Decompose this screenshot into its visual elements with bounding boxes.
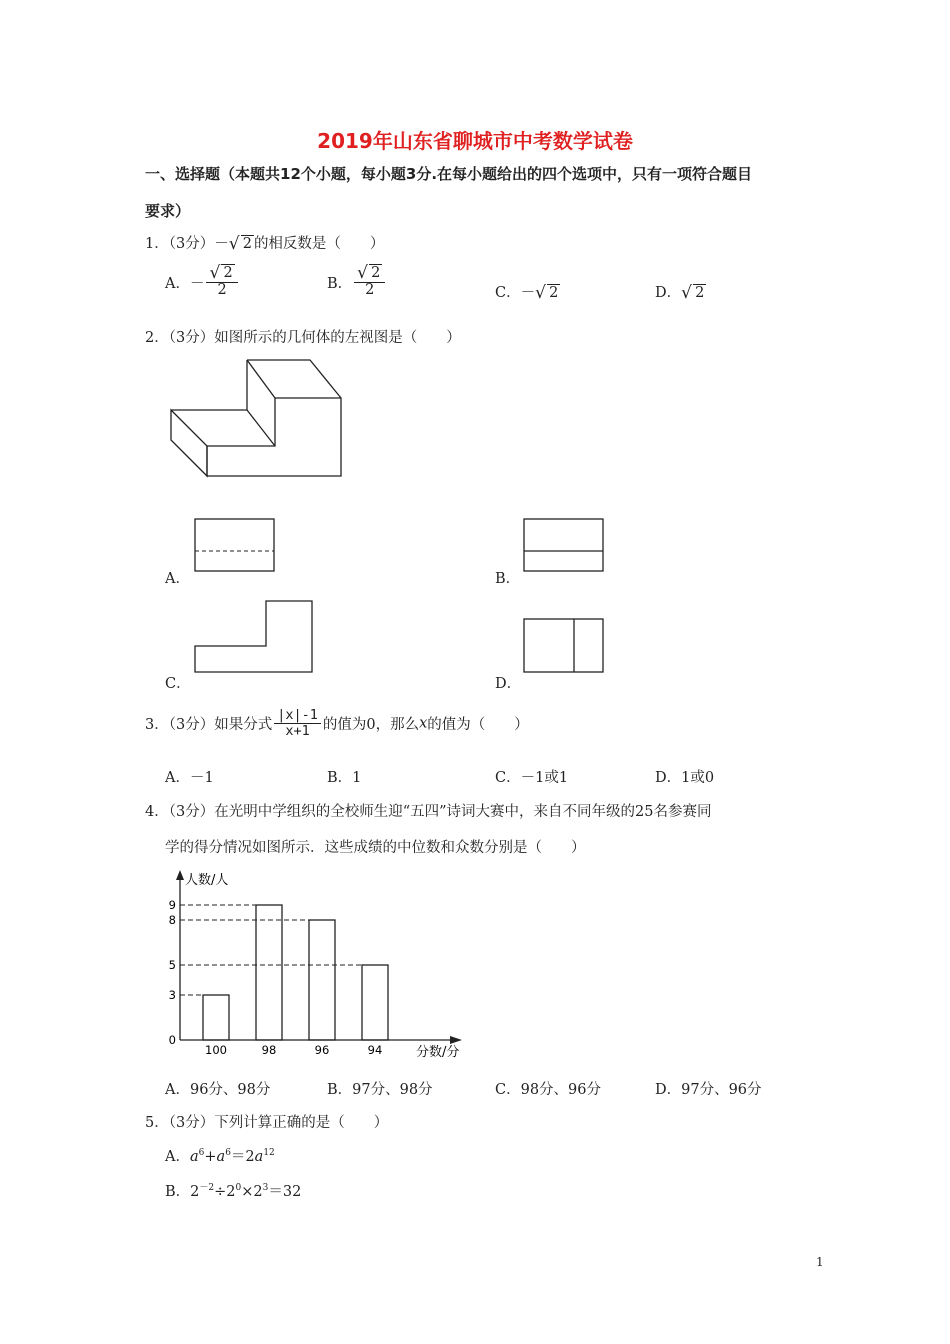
q1-option-a: A．－ √ 2 2 [165, 266, 240, 299]
x-axis-arrow [450, 1036, 462, 1044]
q1-option-d: D． √ 2 [655, 283, 705, 303]
question-5: 5．（3分）下列计算正确的是（ ） [145, 1115, 389, 1131]
fraction: √ 2 2 [354, 266, 385, 299]
page-number: 1 [816, 1255, 824, 1269]
q5-option-a: A．$a^6+a^6=2a^{12}$ [165, 1148, 275, 1165]
question-4-cont: 学的得分情况如图所示．这些成绩的中位数和众数分别是（ ） [165, 840, 586, 856]
section-heading-cont: 要求） [145, 202, 191, 220]
question-2: 2．（3分）如图所示的几何体的左视图是（ ） [145, 330, 461, 346]
q4-option-b: B．97分、98分 [327, 1082, 433, 1098]
q3-option-c: C．－1或1 [495, 770, 569, 786]
q2-option-a: A． [165, 571, 190, 587]
q4-option-c: C．98分、96分 [495, 1082, 601, 1098]
q3-option-a: A．－1 [165, 770, 214, 786]
y-axis-arrow [176, 870, 184, 880]
q3-option-d: D．1或0 [655, 770, 715, 786]
q1-option-c: C．－ √ 2 [495, 283, 559, 303]
y-tick-label: 0 [168, 1033, 176, 1047]
x-tick-label: 98 [261, 1043, 277, 1057]
y-axis-label: 人数/人 [185, 873, 229, 888]
bar [309, 920, 335, 1040]
q5-option-b: B．$2^{-2}\div 2^0\times 2^3=32$ [165, 1183, 302, 1200]
section-heading: 一、选择题（本题共12个小题，每小题3分.在每小题给出的四个选项中，只有一项符合题目 [145, 165, 753, 183]
question-3: 3．（3分）如果分式 $\frac{|x|-1}{x+1}$ 的值为0，那么x的值为（ ） [145, 707, 529, 739]
bar [362, 965, 388, 1040]
solid-edge [247, 360, 275, 398]
question-1 [145, 232, 384, 253]
fraction: $\frac{|x|-1}{x+1}$ [274, 708, 321, 739]
option-c-figure [194, 600, 316, 675]
bar [256, 905, 282, 1040]
bar [203, 995, 229, 1040]
question-4: 4．（3分）在光明中学组织的全校师生迎“五四”诗词大赛中，来自不同年级的25名参赛同 [145, 804, 712, 820]
y-tick-label: 3 [168, 988, 176, 1002]
q2-option-c: C． [165, 676, 191, 692]
q3-option-b: B．1 [327, 770, 362, 786]
q2-option-b: B． [495, 571, 521, 587]
solid-figure [165, 358, 350, 483]
q4-option-a: A．96分、98分 [165, 1082, 271, 1098]
x-axis-label: 分数/分 [416, 1045, 460, 1060]
q4-option-d: D．97分、96分 [655, 1082, 762, 1098]
page-title: 2019年山东省聊城市中考数学试卷 [317, 129, 633, 153]
q1-option-b: B． √ 2 2 [327, 266, 387, 299]
q1-suffix: 的相反数是（ ） [253, 236, 385, 252]
option-b-figure [523, 518, 605, 574]
q2-option-d: D． [495, 676, 522, 692]
y-tick-label: 9 [168, 898, 176, 912]
sqrt-symbol: √ 2 [228, 234, 252, 254]
x-tick-label: 96 [314, 1043, 330, 1057]
x-tick-label: 100 [205, 1043, 227, 1057]
option-d-figure [523, 618, 605, 674]
q1-prefix: 1．（3分）－ [145, 236, 229, 252]
option-a-figure [194, 518, 276, 574]
solid-left-face [171, 410, 207, 476]
x-tick-label: 94 [367, 1043, 383, 1057]
y-tick-label: 5 [168, 958, 176, 972]
fraction: √ 2 2 [206, 266, 237, 299]
bar-chart [160, 868, 470, 1063]
y-tick-label: 8 [168, 913, 176, 927]
solid-low-top [171, 410, 275, 446]
